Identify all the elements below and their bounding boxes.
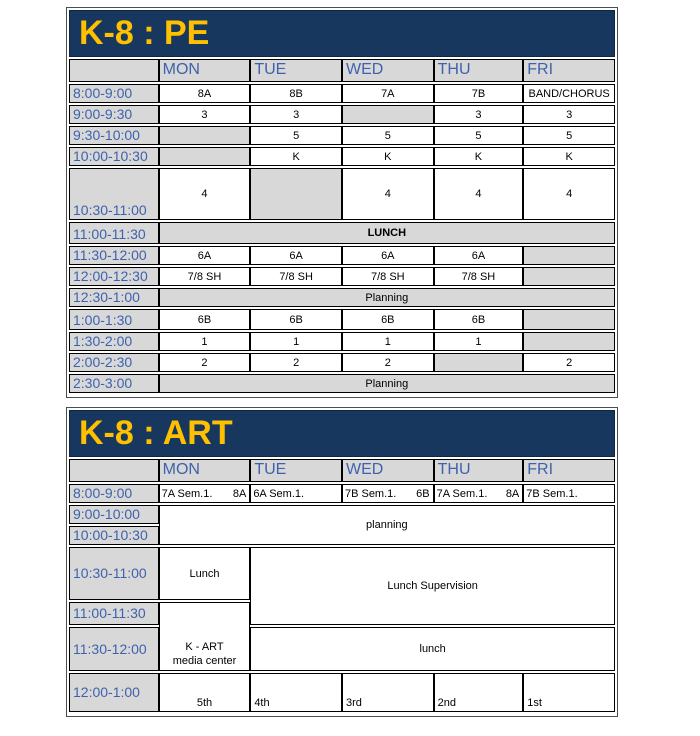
cell-right-text: 8A bbox=[505, 488, 520, 500]
time-label: 10:30-11:00 bbox=[69, 168, 159, 220]
schedule-cell: 2 bbox=[523, 353, 615, 372]
time-label: 9:00-10:00 bbox=[69, 505, 159, 524]
time-label: 2:30-3:00 bbox=[69, 374, 159, 393]
schedule-cell: 6B bbox=[342, 309, 434, 330]
time-label: 2:00-2:30 bbox=[69, 353, 159, 372]
schedule-cell: 6A bbox=[434, 246, 524, 265]
schedule-cell bbox=[342, 484, 434, 503]
art-schedule-table bbox=[66, 407, 618, 717]
schedule-cell: 7/8 SH bbox=[159, 267, 251, 286]
art-planning-cell: planning bbox=[159, 505, 615, 545]
art-lunch-supervision-cell: Lunch Supervision bbox=[250, 547, 615, 625]
schedule-cell bbox=[250, 484, 342, 503]
art-row-1200 bbox=[69, 673, 615, 712]
art-lunch-mon-cell: Lunch bbox=[159, 547, 251, 600]
time-label: 1:00-1:30 bbox=[69, 309, 159, 330]
schedule-cell bbox=[523, 484, 615, 503]
schedule-cell: 6A bbox=[342, 246, 434, 265]
art-grid bbox=[69, 457, 615, 714]
schedule-cell: 3 bbox=[250, 105, 342, 124]
schedule-cell: 5 bbox=[250, 126, 342, 145]
cell-split-content bbox=[524, 487, 614, 500]
cell-left-text: 7A Sem.1. bbox=[161, 488, 213, 500]
time-label: 8:00-9:00 bbox=[69, 84, 159, 103]
pe-planning-cell: Planning bbox=[159, 288, 615, 307]
schedule-cell: 7A bbox=[342, 84, 434, 103]
cell-two-line-content bbox=[160, 640, 250, 668]
pe-row-800 bbox=[69, 84, 615, 103]
schedule-cell: 1 bbox=[159, 332, 251, 351]
cell-split-content bbox=[435, 487, 523, 500]
schedule-cell: K bbox=[342, 147, 434, 166]
schedule-cell: 4 bbox=[523, 168, 615, 220]
pe-day-header-mon: MON bbox=[159, 59, 251, 82]
schedule-cell: 2 bbox=[159, 353, 251, 372]
art-corner-cell bbox=[69, 459, 159, 482]
time-label: 11:00-11:30 bbox=[69, 602, 159, 625]
empty-cell bbox=[523, 267, 615, 286]
schedule-cell: 4 bbox=[342, 168, 434, 220]
schedule-cell: 5 bbox=[523, 126, 615, 145]
time-label: 1:30-2:00 bbox=[69, 332, 159, 351]
cell-split-content bbox=[251, 487, 341, 500]
art-day-header-wed: WED bbox=[342, 459, 434, 482]
empty-cell bbox=[523, 246, 615, 265]
pe-row-230 bbox=[69, 374, 615, 393]
schedule-cell: 2 bbox=[250, 353, 342, 372]
empty-cell bbox=[159, 126, 251, 145]
cell-right-text: 6B bbox=[416, 488, 430, 500]
time-label: 8:00-9:00 bbox=[69, 484, 159, 503]
cell-left-text: 6A Sem.1. bbox=[253, 488, 305, 500]
pe-day-header-fri: FRI bbox=[523, 59, 615, 82]
time-label: 10:30-11:00 bbox=[69, 547, 159, 600]
time-label: 12:00-1:00 bbox=[69, 673, 159, 712]
schedule-cell: 6B bbox=[159, 309, 251, 330]
time-label: 11:30-12:00 bbox=[69, 246, 159, 265]
art-lunch-lower-cell: lunch bbox=[250, 627, 615, 671]
schedule-cell: 6A bbox=[250, 246, 342, 265]
time-label: 9:30-10:00 bbox=[69, 126, 159, 145]
schedule-cell: 3 bbox=[159, 105, 251, 124]
time-label: 9:00-9:30 bbox=[69, 105, 159, 124]
time-label: 12:30-1:00 bbox=[69, 288, 159, 307]
time-label: 12:00-12:30 bbox=[69, 267, 159, 286]
schedule-cell: BAND/CHORUS bbox=[523, 84, 615, 103]
schedule-cell: 5 bbox=[434, 126, 524, 145]
art-row-900 bbox=[69, 505, 615, 524]
k-art-line-2: media center bbox=[172, 655, 237, 667]
time-label: 10:00-10:30 bbox=[69, 526, 159, 545]
period-cell-mon: 5th bbox=[159, 673, 251, 712]
pe-day-header-thu: THU bbox=[434, 59, 524, 82]
art-title-band bbox=[69, 410, 615, 457]
pe-lunch-cell: LUNCH bbox=[159, 222, 615, 244]
pe-row-1030 bbox=[69, 168, 615, 220]
schedule-cell: 6B bbox=[250, 309, 342, 330]
cell-left-text: 7A Sem.1. bbox=[436, 488, 488, 500]
schedule-cell: 6B bbox=[434, 309, 524, 330]
pe-row-1000 bbox=[69, 147, 615, 166]
schedule-cell: 5 bbox=[342, 126, 434, 145]
schedule-cell: 3 bbox=[523, 105, 615, 124]
empty-cell bbox=[159, 147, 251, 166]
period-cell-fri: 1st bbox=[523, 673, 615, 712]
empty-cell bbox=[434, 353, 524, 372]
pe-schedule-table bbox=[66, 7, 618, 398]
time-label: 11:30-12:00 bbox=[69, 627, 159, 671]
art-row-800 bbox=[69, 484, 615, 503]
pe-corner-cell bbox=[69, 59, 159, 82]
pe-row-200 bbox=[69, 353, 615, 372]
schedule-cell: 4 bbox=[159, 168, 251, 220]
art-row-1130 bbox=[69, 627, 615, 671]
art-k-art-cell bbox=[159, 602, 251, 671]
pe-row-1200 bbox=[69, 267, 615, 286]
art-day-header-tue: TUE bbox=[250, 459, 342, 482]
schedule-cell: 6A bbox=[159, 246, 251, 265]
pe-row-930 bbox=[69, 126, 615, 145]
cell-left-text: 7B Sem.1. bbox=[344, 488, 397, 500]
k-art-line-1: K - ART bbox=[185, 641, 224, 653]
schedule-cell bbox=[434, 484, 524, 503]
pe-planning-cell: Planning bbox=[159, 374, 615, 393]
pe-row-1100 bbox=[69, 222, 615, 244]
schedule-cell: K bbox=[250, 147, 342, 166]
schedule-cell bbox=[159, 484, 251, 503]
schedule-cell: 8A bbox=[159, 84, 251, 103]
schedule-cell: 2 bbox=[342, 353, 434, 372]
schedule-cell: 1 bbox=[250, 332, 342, 351]
pe-row-130 bbox=[69, 332, 615, 351]
pe-header-row bbox=[69, 59, 615, 82]
schedule-cell: 3 bbox=[434, 105, 524, 124]
schedule-cell: 4 bbox=[434, 168, 524, 220]
pe-title: K-8 : PE bbox=[79, 14, 210, 52]
art-title: K-8 : ART bbox=[79, 414, 233, 452]
schedule-cell: 1 bbox=[342, 332, 434, 351]
schedule-cell: 7B bbox=[434, 84, 524, 103]
period-cell-thu: 2nd bbox=[434, 673, 524, 712]
cell-left-text: 7B Sem.1. bbox=[526, 488, 578, 500]
art-day-header-mon: MON bbox=[159, 459, 251, 482]
schedule-cell: 7/8 SH bbox=[250, 267, 342, 286]
schedule-cell: 1 bbox=[434, 332, 524, 351]
cell-split-content bbox=[160, 487, 250, 500]
schedule-cell: 7/8 SH bbox=[342, 267, 434, 286]
schedule-cell: 7/8 SH bbox=[434, 267, 524, 286]
schedule-cell: 8B bbox=[250, 84, 342, 103]
empty-cell bbox=[523, 332, 615, 351]
empty-cell bbox=[342, 105, 434, 124]
empty-cell bbox=[250, 168, 342, 220]
period-cell-wed: 3rd bbox=[342, 673, 434, 712]
pe-day-header-wed: WED bbox=[342, 59, 434, 82]
schedule-cell: K bbox=[523, 147, 615, 166]
pe-row-100 bbox=[69, 309, 615, 330]
pe-row-1230 bbox=[69, 288, 615, 307]
cell-right-text: 8A bbox=[232, 488, 247, 500]
art-day-header-fri: FRI bbox=[523, 459, 615, 482]
pe-title-band bbox=[69, 10, 615, 57]
pe-grid bbox=[69, 57, 615, 395]
art-row-1030 bbox=[69, 547, 615, 600]
time-label: 10:00-10:30 bbox=[69, 147, 159, 166]
pe-row-900 bbox=[69, 105, 615, 124]
pe-row-1130 bbox=[69, 246, 615, 265]
cell-split-content bbox=[343, 487, 433, 500]
art-header-row bbox=[69, 459, 615, 482]
empty-cell bbox=[523, 309, 615, 330]
period-cell-tue: 4th bbox=[250, 673, 342, 712]
art-day-header-thu: THU bbox=[434, 459, 524, 482]
schedule-cell: K bbox=[434, 147, 524, 166]
time-label: 11:00-11:30 bbox=[69, 222, 159, 244]
pe-day-header-tue: TUE bbox=[250, 59, 342, 82]
